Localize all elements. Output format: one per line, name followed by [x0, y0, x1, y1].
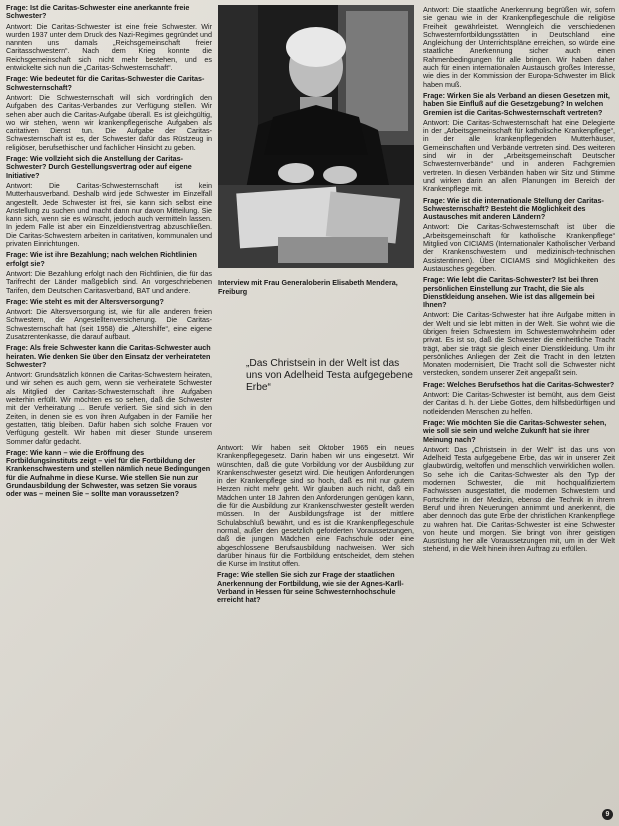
question: Frage: Wie bedeutet für die Caritas-Schwester die Caritas-Schwesternschaft? [6, 74, 205, 92]
qa-block [423, 6, 615, 89]
middle-column [217, 442, 414, 822]
question: Frage: Wie steht es mit der Altersversorgung? [6, 296, 164, 306]
question: Frage: Als freie Schwester kann die Caritas-Schwester auch heiraten. Wie denken Sie über den Einsatz der verheirateten Schwester? [6, 343, 211, 369]
qa-block [423, 419, 615, 554]
question: Frage: Wie lebt die Caritas-Schwester? Ist bei Ihren persönlichen Einstellung zur Tracht, die Sie als Dienstkleidung ansehen. Wie ist das allgemein bei Ihnen? [423, 275, 599, 310]
answer: Antwort: Die Caritas-Schwester ist eine freie Schwester. Wir wurden 1937 unter dem Druck des Nazi-Regimes gegründet und nannten uns damals „Reichsgemeinschaft freier Caritasschwestern“. Nach dem Krieg konnte die Reichsgemeinschaft sich nicht mehr bestehen, und es entwickelte sich nun die „Caritas-Schwesternschaft“. [6, 21, 212, 73]
answer: Antwort: Die Caritas-Schwesternschaft hat eine Delegierte in der „Arbeitsgemeinschaft für katholische Krankenpflege“, in der alle krankenpflegenden Mutterhäuser, Gemeinschaften und Verbände vertreten sind. Des weiteren sind wir in der „Arbeitsgemeinschaft Deutscher Schwesternverbände“ und in anderen Fachgremien vertreten. In diesen Verbänden haben wir Sitz und Stimme und wirken darin an allen Planungen im Bereich der Krankenpflege mit. [423, 117, 615, 194]
photo-caption: Interview mit Frau Generaloberin Elisabeth Mendera, Freiburg [218, 278, 398, 296]
question: Frage: Wie vollzieht sich die Anstellung der Caritas-Schwester? Durch Gestellungsvertrag oder auf eigene Initiative? [6, 154, 192, 180]
answer: Antwort: Die Caritas-Schwester ist bemüht, aus dem Geist der Caritas d. h. der Liebe Gottes, dem hilfsbedürftigen und notleidenden Menschen zu helfen. [423, 390, 615, 416]
qa-block [6, 344, 212, 446]
left-column [6, 4, 212, 822]
qa-block [6, 4, 212, 72]
qa-block [6, 298, 212, 341]
qa-block [6, 155, 212, 248]
pull-quote: „Das Christsein in der Welt ist das uns von Adelheid Testa aufgegebene Erbe“ [246, 358, 413, 394]
answer: Antwort: Wir haben seit Oktober 1965 ein neues Krankenpflegegesetz. Darin haben wir uns eingesetzt. Wir wünschten, daß die gute Vorbildung vor der Ausbildung zur Krankenschwester gesetzt wird. Die heutigen Anforderungen in der Krankenpflege sind so hoch, daß es mit nur gutem Herzen nicht mehr geht. Wir glauben auch nicht, daß ein Mädchen unter 18 Jahren den Anforderungen genügen kann, die für die Ausbildung zur Krankenschwester gestellt werden müssen. In der Ausbildungsfrage ist der mittlere Schulabschluß bewährt, und es ist die Krankenpflegeschule normal, außer den gesetzlich geforderten Voraussetzungen, daß die jungen Mädchen eine Fachschule oder eine abgeschlossene Berufsausbildung nachweisen. Wer sich darüber hinaus für die Fortbildung entscheidet, dem stehen die Kurse im Institut offen. [217, 443, 414, 569]
answer: Antwort: Grundsätzlich können die Caritas-Schwestern heiraten, und wir sehen es auch gern, wenn sie verheiratete Schwester als Mitglied der Caritas-Schwesternschaft ihre Aufgaben weiterhin erfüllt. Wir möchten es so sehen, daß die Schwester mit der Verheiratung ... Berufe verliert. Sie sind sich in den Zeiten, in denen sie es von ihren Aufgaben in der Familie her gestatten, tätig bleiben. Dafür haben sich solche Frauen vor Verfügung gestellt. Wir haben mit dieser Stunde unserem Sommer dafür gedacht. [6, 370, 212, 446]
question: Frage: Wirken Sie als Verband an diesen Gesetzen mit, haben Sie Einfluß auf die Gesetzgebung? In welchen Gremien ist die Caritas-Schwesternschaft vertreten? [423, 90, 610, 117]
interview-photo [218, 5, 414, 268]
answer: Antwort: Die staatliche Anerkennung begrüßen wir, sofern sie genau wie in der Krankenpflegeschule die religiöse Freiheit gewährleistet. Wenngleich die verschiedenen Schwesternfortbildungsstätten in Deutschland eine Angleichung der Unterrichtspläne erreichen, so würde eine staatliche Anerkennung sicher auch einen Rahmenbedingungen für alle bringen. Wir haben daher auch für einen internationalen Austausch großes Interesse, wie dies in der Kommission der Europa-Schwester im Blick haben muß. [423, 5, 615, 89]
answer: Antwort: Die Bezahlung erfolgt nach den Richtlinien, die für das Tarifrecht der Länder maßgeblich sind. An vorgeschriebenen Tarifen, dem Deutschen Caritasverband, BAT und andere. [6, 268, 212, 295]
qa-block [217, 444, 414, 568]
qa-block [423, 276, 615, 378]
qa-block [217, 571, 414, 604]
answer: Antwort: Die Altersversorgung ist, wie für alle anderen freien Schwestern, die Angestelltenversicherung. Die Caritas-Schwesternschaft hat (seit 1958) die „Altershilfe“, eine eigene Zusatzrentenkasse, die darauf aufbaut. [6, 307, 212, 341]
qa-block [423, 381, 615, 416]
qa-block [6, 75, 212, 152]
qa-block [6, 251, 212, 294]
question: Frage: Welches Berufsethos hat die Caritas-Schwester? [423, 379, 615, 389]
question: Frage: Wie stellen Sie sich zur Frage der staatlichen Anerkennung der Fortbildung, wie sie der Agnes-Karll-Verband in Hessen für seine Schwesternhochschule erreicht hat? [217, 570, 404, 605]
answer: Antwort: Das „Christsein in der Welt“ ist das uns von Adelheid Testa aufgegebene Erbe, das wir in unserer Zeit glaubwürdig, weltoffen und menschlich verwirklichen wollen. So sehe ich die Caritas-Schwester als den Typ der modernen Schwester, die mit hochqualifiziertem Fachwissen ausgestattet, die modernen Schwestern und Fortschritte in der Medizin, ebenso die Technik in ihrem Beruf und ihren Neuerungen annimmt und anerkennt, die aber dennoch das gute Erbe der christlichen Krankenpflege zu wahren hat. Die Caritas-Schwester ist eine Schwester von heute und morgen. Sie bringt von ihrer geistigen Ausrüstung her alle Voraussetzungen mit, um in der Welt stehend, in die Welt hinein ihren Auftrag zu erfüllen. [423, 444, 615, 554]
answer: Antwort: Die Caritas-Schwesternschaft ist kein Mutterhausverband. Deshalb wird jede Schwester im Einzelfall angestellt. Jede Schwester ist frei, sie kann sich selbst eine Anstellung zu suchen und macht dann nur davon Mitteilung. Sie kann sich, wenn sie es wünscht, jedoch auch vermitteln lassen. In jedem Falle ist aber ein Einzeldienstvertrag abzuschließen. Die Caritas-Schwestern arbeiten in caritativen, kommunalen und privaten Einrichtungen. [6, 180, 212, 249]
page-number: 9 [602, 809, 613, 820]
qa-block [423, 197, 615, 274]
answer: Antwort: Die Schwesternschaft will sich vordringlich den Aufgaben des Caritas-Verbandes zur Verfügung stellen. Wir sehen aber auch die Caritas-Aufgabe überall. Es ist gleichgültig, wo wir stehen, wenn wir krankenpflegerische Aufgaben als caritativen Dienst tun. Die Aufgabe der Caritas-Schwesternschaft ist es, der Schwester dafür das Rüstzeug in religiöser, berufsethischer und fachlicher Hinsicht zu geben. [6, 92, 212, 152]
question: Frage: Wie kann – wie die Eröffnung des Fortbildungsinstituts zeigt – viel für die Fortbildung der Krankenschwestern und stellen nämlich neue Bedingungen für die Aufnahme in diese Kurse. Wie stellen Sie nun zur Grundausbildung der Schwester, was setzen Sie voraus oder was – meinen Sie – sollte man voraussetzen? [6, 447, 211, 499]
answer: Antwort: Die Caritas-Schwester hat ihre Aufgabe mitten in der Welt und sie lebt mitten in der Welt. Sie wohnt wie die übrigen freien Schwestern im Schwesternwohnheim oder privat. Es ist so, daß die Schwester die einheitliche Tracht trägt, aber sie trägt sie gleich einer Dienstkleidung. Um ihr persönliches Anliegen der Zeit die Tracht in den letzten Monaten modernisiert, Die Tracht soll die Schwester nicht verstecken, sondern unserer Zeit angepaßt sein. [423, 310, 615, 378]
qa-block [423, 92, 615, 194]
question: Frage: Ist die Caritas-Schwester eine anerkannte freie Schwester? [6, 4, 190, 21]
qa-block [6, 449, 212, 499]
question: Frage: Wie möchten Sie die Caritas-Schwester sehen, wie soll sie sein und welche Zukunft hat sie ihrer Meinung nach? [423, 417, 607, 444]
answer: Antwort: Die Caritas-Schwesternschaft ist über die „Arbeitsgemeinschaft für katholische Krankenpflege“ Mitglied von CICIAMS (Internationaler Katholischer Verband der Krankenschwestern und medizinisch-technischen Assistentinnen). Über CICIAMS sind Möglichkeiten des Austausches gegeben. [423, 222, 615, 273]
right-column [423, 4, 615, 822]
question: Frage: Wie ist die internationale Stellung der Caritas-Schwesternschaft? Besteht die Möglichkeit des Austausches mit anderen Ländern? [423, 195, 604, 222]
question: Frage: Wie ist ihre Bezahlung; nach welchen Richtlinien erfolgt sie? [6, 250, 197, 268]
